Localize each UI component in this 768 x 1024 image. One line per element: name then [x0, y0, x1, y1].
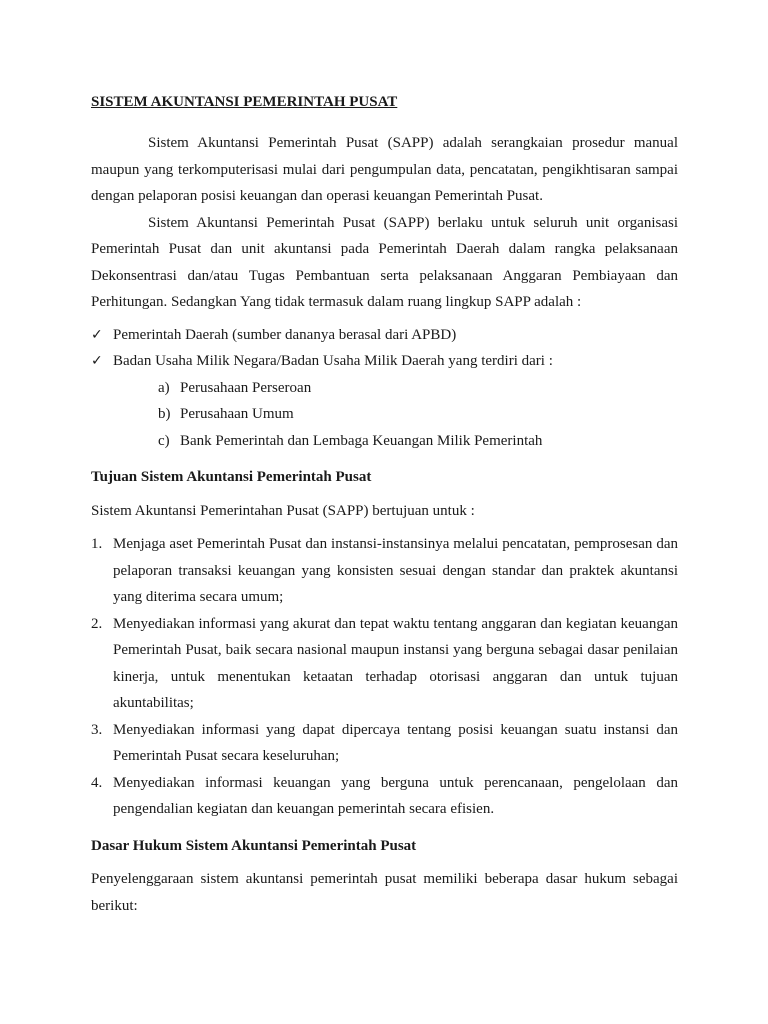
list-item-text: Bank Pemerintah dan Lembaga Keuangan Milik Pemerintah — [180, 432, 543, 449]
list-item — [158, 401, 678, 428]
paragraph-2: Sistem Akuntansi Pemerintah Pusat (SAPP) berlaku untuk seluruh unit organisasi Pemerintah Pusat dan unit akuntansi pada Pemerintah Daerah dalam rangka pelaksanaan Dekonsentrasi dan/atau Tugas Pembantuan serta pelaksanaan Anggaran Pembiayaan dan Perhitungan. Sedangkan Yang tidak termasuk dalam ruang lingkup SAPP adalah : — [91, 214, 678, 310]
list-item — [91, 611, 678, 717]
check-icon: ✓ — [91, 353, 103, 369]
list-marker: 1. — [91, 536, 103, 552]
list-item — [91, 770, 678, 823]
list-item-text: Perusahaan Umum — [180, 406, 294, 422]
document-body — [91, 92, 678, 919]
list-marker: 3. — [91, 721, 103, 738]
list-item — [158, 428, 678, 455]
list-marker: a) — [158, 379, 170, 396]
section-intro-dasar-hukum: Penyelenggaraan sistem akuntansi pemerintah pusat memiliki beberapa dasar hukum sebagai berikut: — [91, 871, 678, 914]
objectives-list — [91, 531, 678, 823]
list-marker: 2. — [91, 615, 103, 632]
list-item-text: Menyediakan informasi yang dapat dipercaya tentang posisi keuangan suatu instansi dan Pemerintah Pusat secara keseluruhan; — [113, 721, 678, 764]
list-item — [158, 375, 678, 402]
list-item-text: Perusahaan Perseroan — [180, 379, 312, 396]
section-heading-tujuan: Tujuan Sistem Akuntansi Pemerintah Pusat — [91, 469, 372, 485]
list-item-text: Badan Usaha Milik Negara/Badan Usaha Milik Daerah yang terdiri dari : — [113, 353, 553, 369]
list-item — [91, 717, 678, 770]
list-item — [91, 348, 678, 454]
paragraph-1: Sistem Akuntansi Pemerintah Pusat (SAPP) adalah serangkaian prosedur manual maupun yang terkomputerisasi mulai dari pengumpulan data, pencatatan, pengikhtisaran sampai dengan pelaporan posisi keuangan dan operasi keuangan Pemerintah Pusat. — [91, 135, 678, 204]
list-item-text: Pemerintah Daerah (sumber dananya berasal dari APBD) — [113, 326, 457, 343]
document-title: SISTEM AKUNTANSI PEMERINTAH PUSAT — [91, 94, 398, 110]
scope-exclusion-list — [91, 322, 678, 455]
check-icon: ✓ — [91, 326, 103, 343]
list-item-text: Menyediakan informasi yang akurat dan tepat waktu tentang anggaran dan kegiatan keuangan Pemerintah Pusat, baik secara nasional maupun instansi yang berguna sebagai dasar penilaian kinerja, untuk menentukan ketaatan terhadap otorisasi anggaran dan untuk tujuan akuntabilitas; — [113, 615, 678, 711]
list-item — [91, 531, 678, 611]
list-item — [91, 322, 678, 349]
section-intro-tujuan: Sistem Akuntansi Pemerintahan Pusat (SAPP) bertujuan untuk : — [91, 502, 475, 519]
list-marker: 4. — [91, 774, 103, 791]
list-marker: b) — [158, 406, 171, 422]
list-item-text: Menyediakan informasi keuangan yang berguna untuk perencanaan, pengelolaan dan pengendalian kegiatan dan keuangan pemerintah secara efisien. — [113, 774, 678, 817]
bumn-sublist — [113, 375, 678, 455]
list-item-text: Menjaga aset Pemerintah Pusat dan instansi-instansinya melalui pencatatan, pemprosesan dan pelaporan transaksi keuangan yang konsisten sesuai dengan standar dan praktek akuntansi yang diterima secara umum; — [113, 536, 678, 605]
list-marker: c) — [158, 432, 170, 449]
section-heading-dasar-hukum: Dasar Hukum Sistem Akuntansi Pemerintah Pusat — [91, 837, 417, 854]
